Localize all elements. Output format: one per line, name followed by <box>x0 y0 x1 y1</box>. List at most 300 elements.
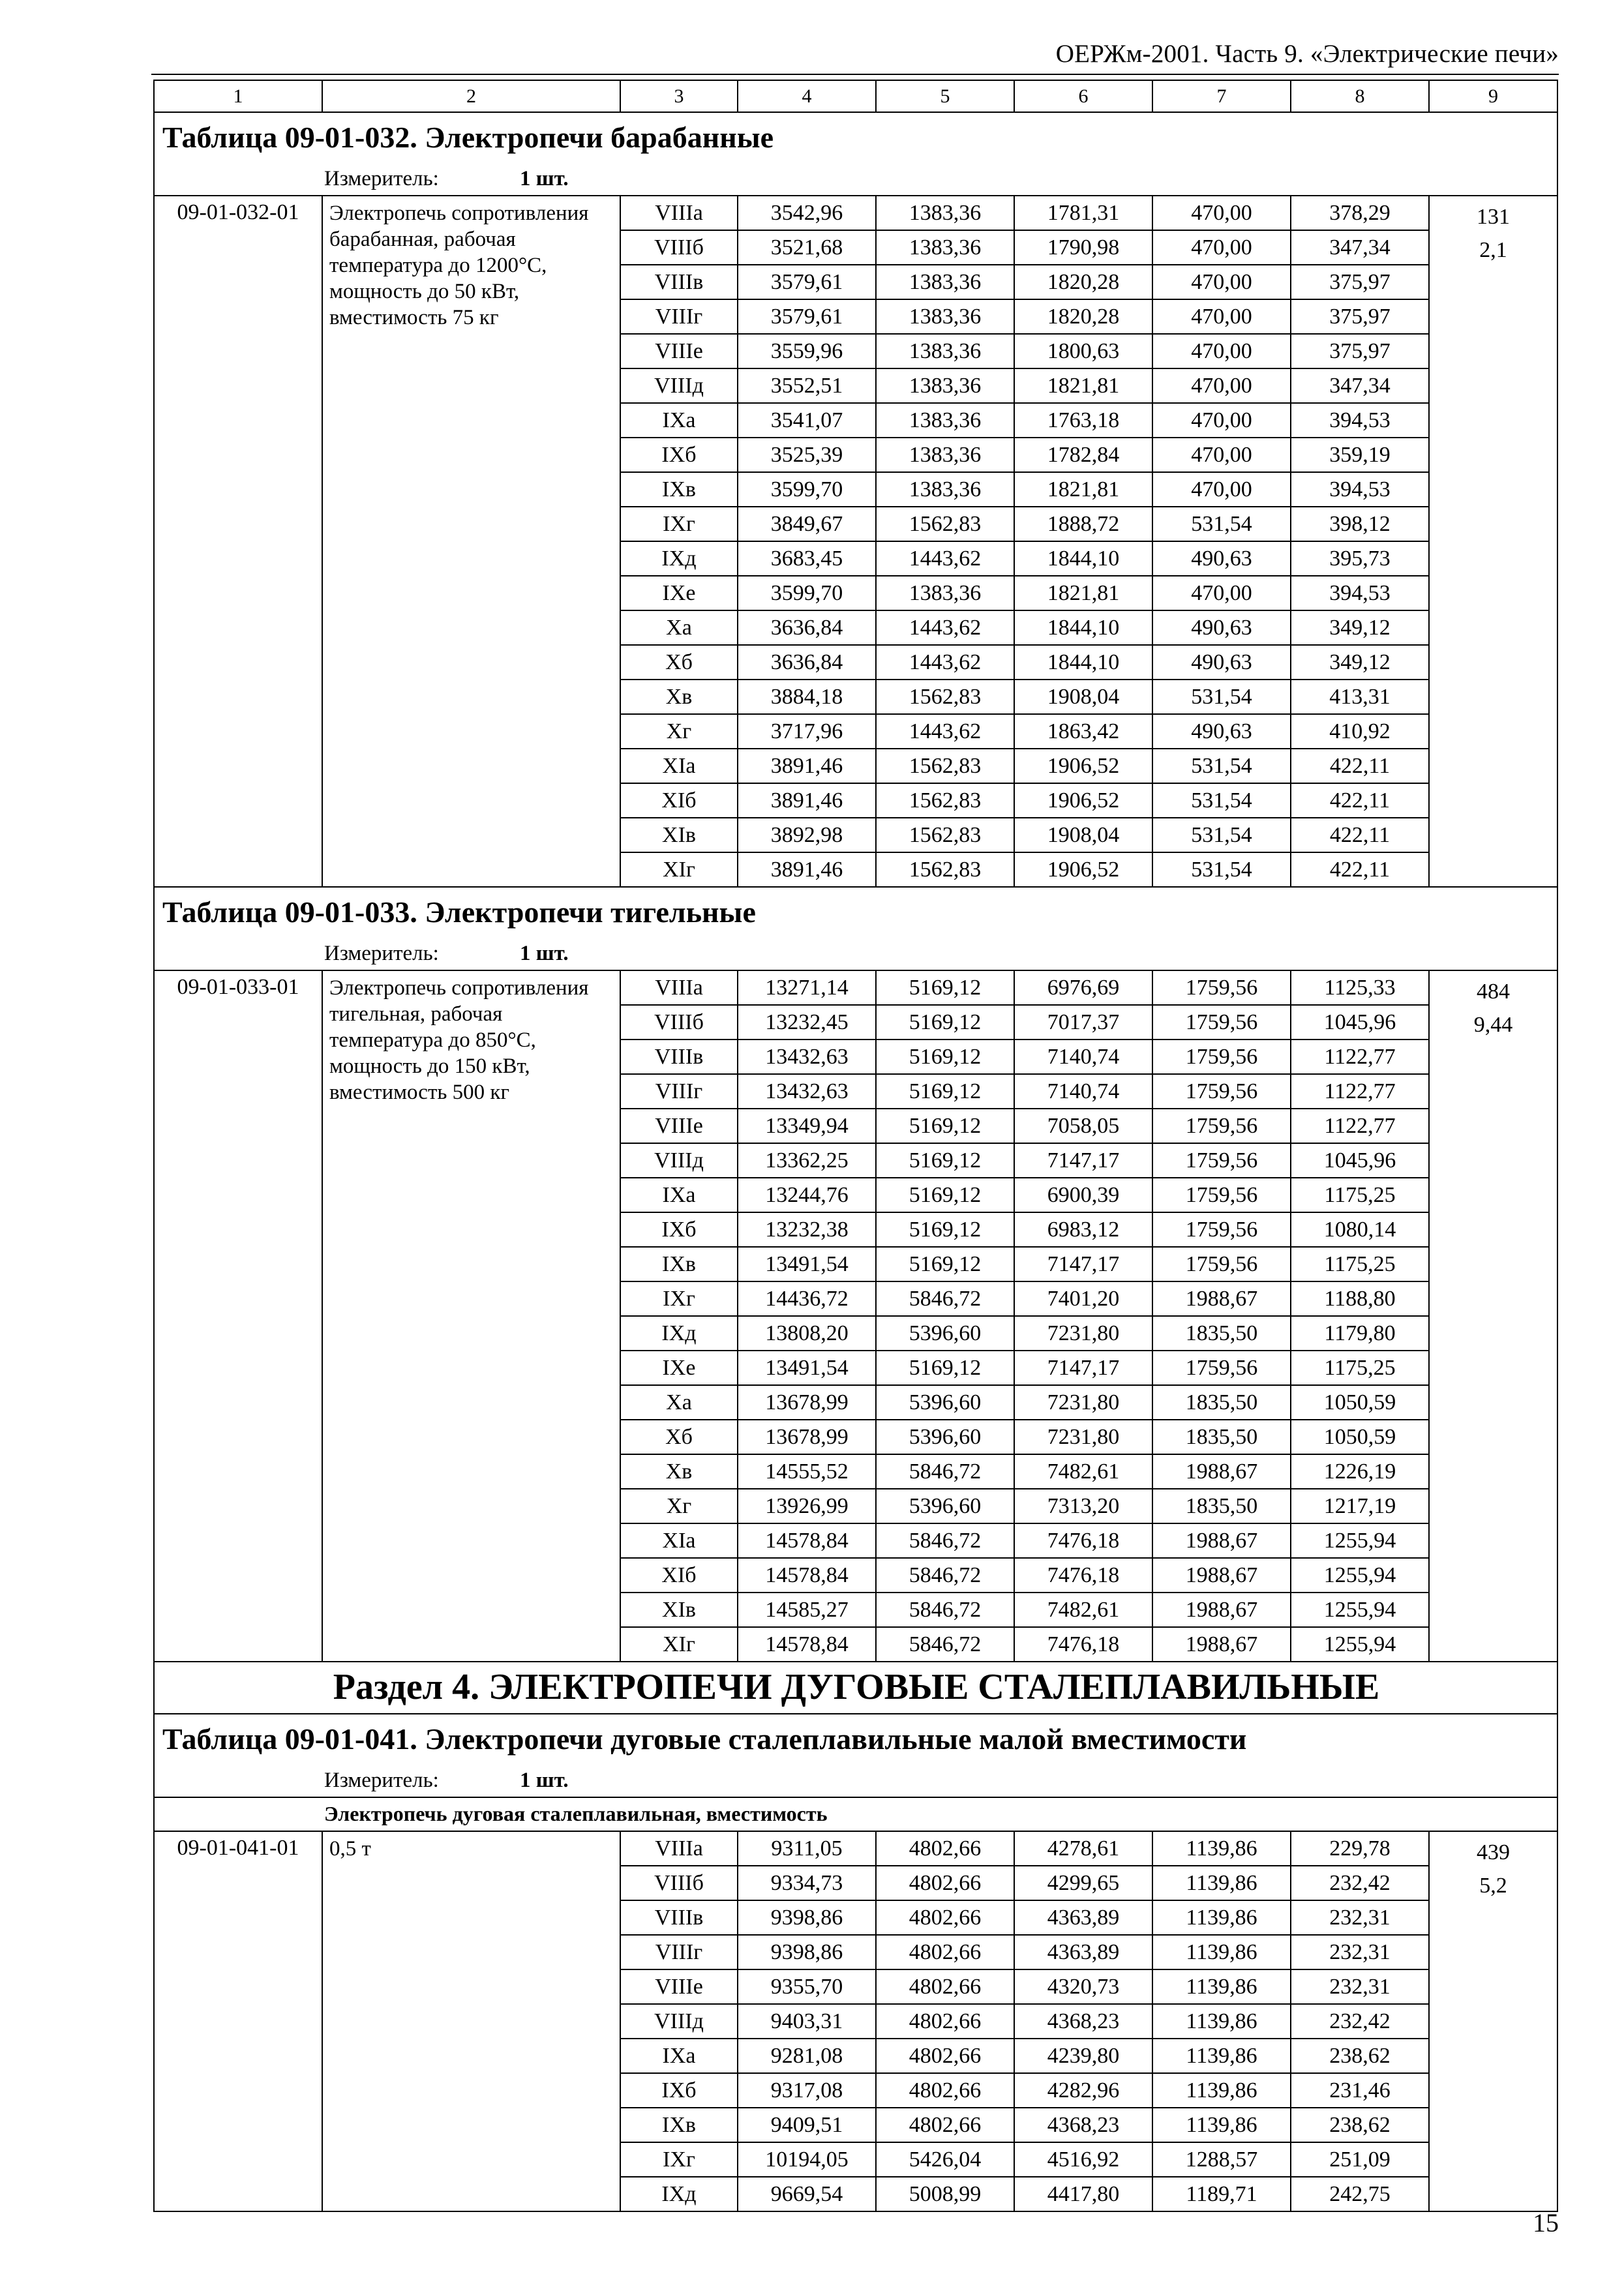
value-cell: 531,54 <box>1152 852 1291 887</box>
value-cell: 1139,86 <box>1152 2108 1291 2142</box>
value-cell: 5396,60 <box>876 1420 1014 1454</box>
value-cell: 5169,12 <box>876 970 1014 1005</box>
value-cell: 1988,67 <box>1152 1558 1291 1593</box>
value-cell: 3542,96 <box>738 196 876 230</box>
zone-cell: VIIIа <box>620 1831 738 1866</box>
zone-cell: VIIIе <box>620 1109 738 1143</box>
value-cell: 4802,66 <box>876 2004 1014 2039</box>
value-cell: 4363,89 <box>1014 1935 1152 1969</box>
value-cell: 13678,99 <box>738 1385 876 1420</box>
value-cell: 1175,25 <box>1291 1247 1429 1281</box>
value-cell: 1189,71 <box>1152 2177 1291 2211</box>
value-cell: 5169,12 <box>876 1212 1014 1247</box>
value-cell: 5169,12 <box>876 1143 1014 1178</box>
table-title-row <box>154 887 1557 937</box>
value-cell: 1443,62 <box>876 610 1014 645</box>
value-cell: 1255,94 <box>1291 1593 1429 1627</box>
value-cell: 5169,12 <box>876 1178 1014 1212</box>
value-cell: 1759,56 <box>1152 1040 1291 1074</box>
value-cell: 1562,83 <box>876 680 1014 714</box>
value-cell: 470,00 <box>1152 230 1291 265</box>
value-cell: 1139,86 <box>1152 2039 1291 2073</box>
column-number: 4 <box>738 80 876 112</box>
value-cell: 1139,86 <box>1152 1866 1291 1900</box>
value-cell: 7231,80 <box>1014 1316 1152 1351</box>
value-cell: 229,78 <box>1291 1831 1429 1866</box>
value-cell: 9334,73 <box>738 1866 876 1900</box>
column-number: 2 <box>322 80 620 112</box>
rate-description: Электропечь сопротивления барабанная, рабочая температура до 1200°С, мощность до 50 кВт, вместимость 75 кг <box>322 196 620 887</box>
value-cell: 490,63 <box>1152 645 1291 680</box>
zone-cell: IXе <box>620 1351 738 1385</box>
value-cell: 1759,56 <box>1152 1143 1291 1178</box>
zone-cell: VIIIе <box>620 1969 738 2004</box>
value-cell: 14578,84 <box>738 1558 876 1593</box>
labor-cost-value: 131 <box>1477 205 1510 229</box>
value-cell: 3891,46 <box>738 749 876 783</box>
table-title: Таблица 09-01-033. Электропечи тигельные <box>154 887 1557 937</box>
value-cell: 470,00 <box>1152 196 1291 230</box>
zone-cell: VIIIд <box>620 368 738 403</box>
value-cell: 4299,65 <box>1014 1866 1152 1900</box>
value-cell: 1255,94 <box>1291 1523 1429 1558</box>
value-cell: 6900,39 <box>1014 1178 1152 1212</box>
value-cell: 1759,56 <box>1152 1178 1291 1212</box>
value-cell: 232,42 <box>1291 2004 1429 2039</box>
value-cell: 395,73 <box>1291 541 1429 576</box>
column-number: 8 <box>1291 80 1429 112</box>
value-cell: 1443,62 <box>876 645 1014 680</box>
labor-cost-cell <box>1429 970 1557 1662</box>
value-cell: 13244,76 <box>738 1178 876 1212</box>
value-cell: 347,34 <box>1291 368 1429 403</box>
value-cell: 1988,67 <box>1152 1627 1291 1662</box>
value-cell: 1835,50 <box>1152 1385 1291 1420</box>
value-cell: 9398,86 <box>738 1935 876 1969</box>
rate-description: Электропечь сопротивления тигельная, рабочая температура до 850°С, мощность до 150 кВт, вместимость 500 кг <box>322 970 620 1662</box>
zone-cell: XIб <box>620 783 738 818</box>
value-cell: 7147,17 <box>1014 1351 1152 1385</box>
value-cell: 9281,08 <box>738 2039 876 2073</box>
value-cell: 7231,80 <box>1014 1385 1152 1420</box>
value-cell: 470,00 <box>1152 438 1291 472</box>
zone-cell: Xб <box>620 1420 738 1454</box>
price-table-container <box>153 80 1557 2212</box>
value-cell: 1255,94 <box>1291 1627 1429 1662</box>
value-cell: 4363,89 <box>1014 1900 1152 1935</box>
value-cell: 13232,38 <box>738 1212 876 1247</box>
table-title: Таблица 09-01-041. Электропечи дуговые сталеплавильные малой вместимости <box>154 1714 1557 1764</box>
value-cell: 1835,50 <box>1152 1420 1291 1454</box>
value-cell: 4320,73 <box>1014 1969 1152 2004</box>
zone-cell: IXг <box>620 1281 738 1316</box>
value-cell: 9403,31 <box>738 2004 876 2039</box>
value-cell: 4802,66 <box>876 1969 1014 2004</box>
zone-cell: XIа <box>620 1523 738 1558</box>
value-cell: 4802,66 <box>876 1831 1014 1866</box>
measure-value: 1 шт. <box>520 1768 569 1792</box>
zone-cell: IXа <box>620 2039 738 2073</box>
value-cell: 4417,80 <box>1014 2177 1152 2211</box>
value-cell: 1790,98 <box>1014 230 1152 265</box>
value-cell: 7401,20 <box>1014 1281 1152 1316</box>
value-cell: 5846,72 <box>876 1454 1014 1489</box>
value-cell: 1562,83 <box>876 818 1014 852</box>
value-cell: 4368,23 <box>1014 2004 1152 2039</box>
value-cell: 1383,36 <box>876 230 1014 265</box>
zone-cell: Xв <box>620 1454 738 1489</box>
value-cell: 5846,72 <box>876 1558 1014 1593</box>
value-cell: 1045,96 <box>1291 1005 1429 1040</box>
zone-cell: VIIIб <box>620 230 738 265</box>
measure-cell <box>154 937 1557 970</box>
value-cell: 3891,46 <box>738 783 876 818</box>
value-cell: 1139,86 <box>1152 2004 1291 2039</box>
value-cell: 242,75 <box>1291 2177 1429 2211</box>
measure-label: Измеритель: <box>324 941 439 965</box>
page-number: 15 <box>1533 2208 1559 2237</box>
measure-label: Измеритель: <box>324 1768 439 1792</box>
value-cell: 13678,99 <box>738 1420 876 1454</box>
value-cell: 13232,45 <box>738 1005 876 1040</box>
value-cell: 5846,72 <box>876 1627 1014 1662</box>
zone-cell: IXг <box>620 507 738 541</box>
value-cell: 9398,86 <box>738 1900 876 1935</box>
value-cell: 1759,56 <box>1152 970 1291 1005</box>
value-cell: 3521,68 <box>738 230 876 265</box>
value-cell: 13432,63 <box>738 1074 876 1109</box>
value-cell: 7140,74 <box>1014 1040 1152 1074</box>
value-cell: 1908,04 <box>1014 680 1152 714</box>
value-cell: 490,63 <box>1152 714 1291 749</box>
value-cell: 1122,77 <box>1291 1074 1429 1109</box>
value-cell: 5396,60 <box>876 1385 1014 1420</box>
value-cell: 1139,86 <box>1152 1935 1291 1969</box>
value-cell: 9311,05 <box>738 1831 876 1866</box>
rate-description: 0,5 т <box>322 1831 620 2211</box>
value-cell: 1383,36 <box>876 299 1014 334</box>
value-cell: 3541,07 <box>738 403 876 438</box>
rate-code: 09-01-032-01 <box>154 196 322 887</box>
zone-cell: Xг <box>620 714 738 749</box>
table-subtitle: Электропечь дуговая сталеплавильная, вместимость <box>154 1797 1557 1831</box>
zone-cell: Xа <box>620 1385 738 1420</box>
value-cell: 14585,27 <box>738 1593 876 1627</box>
zone-cell: VIIIг <box>620 299 738 334</box>
measure-row <box>154 1764 1557 1797</box>
value-cell: 375,97 <box>1291 334 1429 368</box>
value-cell: 7476,18 <box>1014 1558 1152 1593</box>
zone-cell: IXв <box>620 2108 738 2142</box>
value-cell: 5846,72 <box>876 1523 1014 1558</box>
value-cell: 531,54 <box>1152 680 1291 714</box>
zone-cell: VIIIв <box>620 1900 738 1935</box>
section-title-row <box>154 1662 1557 1714</box>
value-cell: 13271,14 <box>738 970 876 1005</box>
value-cell: 1383,36 <box>876 334 1014 368</box>
table-title-row <box>154 112 1557 162</box>
measure-cell <box>154 1764 1557 1797</box>
value-cell: 1821,81 <box>1014 472 1152 507</box>
zone-cell: Xб <box>620 645 738 680</box>
value-cell: 1781,31 <box>1014 196 1152 230</box>
column-number: 5 <box>876 80 1014 112</box>
table-title-row <box>154 1714 1557 1764</box>
value-cell: 1122,77 <box>1291 1040 1429 1074</box>
value-cell: 7476,18 <box>1014 1627 1152 1662</box>
value-cell: 1763,18 <box>1014 403 1152 438</box>
value-cell: 531,54 <box>1152 749 1291 783</box>
value-cell: 1906,52 <box>1014 852 1152 887</box>
value-cell: 398,12 <box>1291 507 1429 541</box>
labor-cost-value: 439 <box>1477 1840 1510 1864</box>
value-cell: 9669,54 <box>738 2177 876 2211</box>
measure-value: 1 шт. <box>520 166 569 190</box>
value-cell: 1383,36 <box>876 403 1014 438</box>
zone-cell: VIIIе <box>620 334 738 368</box>
section-title: Раздел 4. ЭЛЕКТРОПЕЧИ ДУГОВЫЕ СТАЛЕПЛАВИЛЬНЫЕ <box>154 1662 1557 1714</box>
zone-cell: IXв <box>620 472 738 507</box>
labor-cost-value: 484 <box>1477 980 1510 1004</box>
zone-cell: IXд <box>620 1316 738 1351</box>
column-number: 6 <box>1014 80 1152 112</box>
value-cell: 1759,56 <box>1152 1005 1291 1040</box>
value-cell: 422,11 <box>1291 749 1429 783</box>
value-cell: 4802,66 <box>876 2039 1014 2073</box>
value-cell: 14578,84 <box>738 1627 876 1662</box>
measure-value: 1 шт. <box>520 941 569 965</box>
value-cell: 359,19 <box>1291 438 1429 472</box>
zone-cell: IXд <box>620 2177 738 2211</box>
value-cell: 1050,59 <box>1291 1420 1429 1454</box>
column-number: 1 <box>154 80 322 112</box>
value-cell: 13349,94 <box>738 1109 876 1143</box>
value-cell: 3559,96 <box>738 334 876 368</box>
value-cell: 490,63 <box>1152 541 1291 576</box>
value-cell: 4278,61 <box>1014 1831 1152 1866</box>
value-cell: 394,53 <box>1291 403 1429 438</box>
value-cell: 7017,37 <box>1014 1005 1152 1040</box>
value-cell: 1820,28 <box>1014 265 1152 299</box>
table-row <box>154 196 1557 230</box>
zone-cell: IXе <box>620 576 738 610</box>
zone-cell: IXд <box>620 541 738 576</box>
value-cell: 4239,80 <box>1014 2039 1152 2073</box>
zone-cell: VIIIг <box>620 1074 738 1109</box>
value-cell: 231,46 <box>1291 2073 1429 2108</box>
value-cell: 378,29 <box>1291 196 1429 230</box>
value-cell: 1175,25 <box>1291 1178 1429 1212</box>
zone-cell: IXг <box>620 2142 738 2177</box>
value-cell: 1288,57 <box>1152 2142 1291 2177</box>
zone-cell: XIг <box>620 1627 738 1662</box>
value-cell: 394,53 <box>1291 472 1429 507</box>
header-rule <box>151 74 1559 75</box>
value-cell: 531,54 <box>1152 818 1291 852</box>
value-cell: 470,00 <box>1152 334 1291 368</box>
value-cell: 3552,51 <box>738 368 876 403</box>
value-cell: 1045,96 <box>1291 1143 1429 1178</box>
value-cell: 3599,70 <box>738 472 876 507</box>
price-table <box>153 80 1558 2212</box>
value-cell: 1080,14 <box>1291 1212 1429 1247</box>
value-cell: 7231,80 <box>1014 1420 1152 1454</box>
value-cell: 13362,25 <box>738 1143 876 1178</box>
value-cell: 470,00 <box>1152 403 1291 438</box>
value-cell: 531,54 <box>1152 507 1291 541</box>
value-cell: 1443,62 <box>876 714 1014 749</box>
value-cell: 4802,66 <box>876 1866 1014 1900</box>
value-cell: 7058,05 <box>1014 1109 1152 1143</box>
value-cell: 1821,81 <box>1014 576 1152 610</box>
value-cell: 13926,99 <box>738 1489 876 1523</box>
value-cell: 349,12 <box>1291 610 1429 645</box>
value-cell: 1908,04 <box>1014 818 1152 852</box>
value-cell: 1988,67 <box>1152 1454 1291 1489</box>
value-cell: 1988,67 <box>1152 1523 1291 1558</box>
zone-cell: VIIIг <box>620 1935 738 1969</box>
value-cell: 413,31 <box>1291 680 1429 714</box>
zone-cell: Xа <box>620 610 738 645</box>
zone-cell: IXа <box>620 403 738 438</box>
measure-cell <box>154 162 1557 196</box>
value-cell: 3891,46 <box>738 852 876 887</box>
value-cell: 7140,74 <box>1014 1074 1152 1109</box>
zone-cell: IXа <box>620 1178 738 1212</box>
value-cell: 3884,18 <box>738 680 876 714</box>
value-cell: 7147,17 <box>1014 1143 1152 1178</box>
value-cell: 1562,83 <box>876 783 1014 818</box>
value-cell: 6983,12 <box>1014 1212 1152 1247</box>
value-cell: 1179,80 <box>1291 1316 1429 1351</box>
value-cell: 14436,72 <box>738 1281 876 1316</box>
value-cell: 4802,66 <box>876 2073 1014 2108</box>
subtitle-row <box>154 1797 1557 1831</box>
zone-cell: VIIIв <box>620 265 738 299</box>
value-cell: 5169,12 <box>876 1040 1014 1074</box>
value-cell: 9355,70 <box>738 1969 876 2004</box>
value-cell: 347,34 <box>1291 230 1429 265</box>
value-cell: 531,54 <box>1152 783 1291 818</box>
value-cell: 5396,60 <box>876 1489 1014 1523</box>
zone-cell: XIб <box>620 1558 738 1593</box>
value-cell: 232,31 <box>1291 1900 1429 1935</box>
value-cell: 1217,19 <box>1291 1489 1429 1523</box>
value-cell: 1759,56 <box>1152 1074 1291 1109</box>
value-cell: 375,97 <box>1291 265 1429 299</box>
value-cell: 1226,19 <box>1291 1454 1429 1489</box>
value-cell: 1383,36 <box>876 472 1014 507</box>
value-cell: 13432,63 <box>738 1040 876 1074</box>
value-cell: 9317,08 <box>738 2073 876 2108</box>
value-cell: 1255,94 <box>1291 1558 1429 1593</box>
value-cell: 7482,61 <box>1014 1593 1152 1627</box>
value-cell: 3525,39 <box>738 438 876 472</box>
value-cell: 1139,86 <box>1152 1969 1291 2004</box>
value-cell: 1821,81 <box>1014 368 1152 403</box>
table-row <box>154 1831 1557 1866</box>
value-cell: 7476,18 <box>1014 1523 1152 1558</box>
value-cell: 3683,45 <box>738 541 876 576</box>
value-cell: 251,09 <box>1291 2142 1429 2177</box>
zone-cell: VIIIа <box>620 196 738 230</box>
value-cell: 1139,86 <box>1152 2073 1291 2108</box>
zone-cell: XIг <box>620 852 738 887</box>
value-cell: 1820,28 <box>1014 299 1152 334</box>
value-cell: 1125,33 <box>1291 970 1429 1005</box>
value-cell: 5008,99 <box>876 2177 1014 2211</box>
value-cell: 5169,12 <box>876 1074 1014 1109</box>
value-cell: 232,42 <box>1291 1866 1429 1900</box>
value-cell: 394,53 <box>1291 576 1429 610</box>
labor-cost-cell <box>1429 196 1557 887</box>
value-cell: 1050,59 <box>1291 1385 1429 1420</box>
value-cell: 1835,50 <box>1152 1489 1291 1523</box>
value-cell: 1122,77 <box>1291 1109 1429 1143</box>
value-cell: 1383,36 <box>876 265 1014 299</box>
value-cell: 1988,67 <box>1152 1593 1291 1627</box>
value-cell: 3636,84 <box>738 645 876 680</box>
value-cell: 4802,66 <box>876 1900 1014 1935</box>
value-cell: 1443,62 <box>876 541 1014 576</box>
value-cell: 1988,67 <box>1152 1281 1291 1316</box>
value-cell: 10194,05 <box>738 2142 876 2177</box>
value-cell: 14555,52 <box>738 1454 876 1489</box>
zone-cell: XIв <box>620 818 738 852</box>
value-cell: 1759,56 <box>1152 1109 1291 1143</box>
value-cell: 3636,84 <box>738 610 876 645</box>
zone-cell: VIIIв <box>620 1040 738 1074</box>
value-cell: 422,11 <box>1291 852 1429 887</box>
value-cell: 1383,36 <box>876 438 1014 472</box>
labor-cost-value: 5,2 <box>1479 1874 1507 1898</box>
value-cell: 7482,61 <box>1014 1454 1152 1489</box>
column-number: 7 <box>1152 80 1291 112</box>
table-row <box>154 970 1557 1005</box>
measure-row <box>154 162 1557 196</box>
zone-cell: VIIIд <box>620 1143 738 1178</box>
zone-cell: VIIIд <box>620 2004 738 2039</box>
column-number: 3 <box>620 80 738 112</box>
value-cell: 1906,52 <box>1014 749 1152 783</box>
value-cell: 1562,83 <box>876 852 1014 887</box>
value-cell: 1759,56 <box>1152 1247 1291 1281</box>
value-cell: 232,31 <box>1291 1969 1429 2004</box>
value-cell: 470,00 <box>1152 299 1291 334</box>
value-cell: 470,00 <box>1152 472 1291 507</box>
column-number-row <box>154 80 1557 112</box>
value-cell: 7313,20 <box>1014 1489 1152 1523</box>
value-cell: 422,11 <box>1291 818 1429 852</box>
value-cell: 349,12 <box>1291 645 1429 680</box>
zone-cell: XIа <box>620 749 738 783</box>
table-title: Таблица 09-01-032. Электропечи барабанные <box>154 112 1557 162</box>
labor-cost-value: 9,44 <box>1473 1013 1513 1037</box>
value-cell: 3892,98 <box>738 818 876 852</box>
value-cell: 1906,52 <box>1014 783 1152 818</box>
labor-cost-cell <box>1429 1831 1557 2211</box>
value-cell: 5396,60 <box>876 1316 1014 1351</box>
labor-cost-value: 2,1 <box>1479 238 1507 262</box>
value-cell: 1383,36 <box>876 196 1014 230</box>
value-cell: 3599,70 <box>738 576 876 610</box>
zone-cell: Xг <box>620 1489 738 1523</box>
measure-label: Измеритель: <box>324 166 439 190</box>
value-cell: 4516,92 <box>1014 2142 1152 2177</box>
value-cell: 4802,66 <box>876 1935 1014 1969</box>
value-cell: 1139,86 <box>1152 1831 1291 1866</box>
value-cell: 1188,80 <box>1291 1281 1429 1316</box>
